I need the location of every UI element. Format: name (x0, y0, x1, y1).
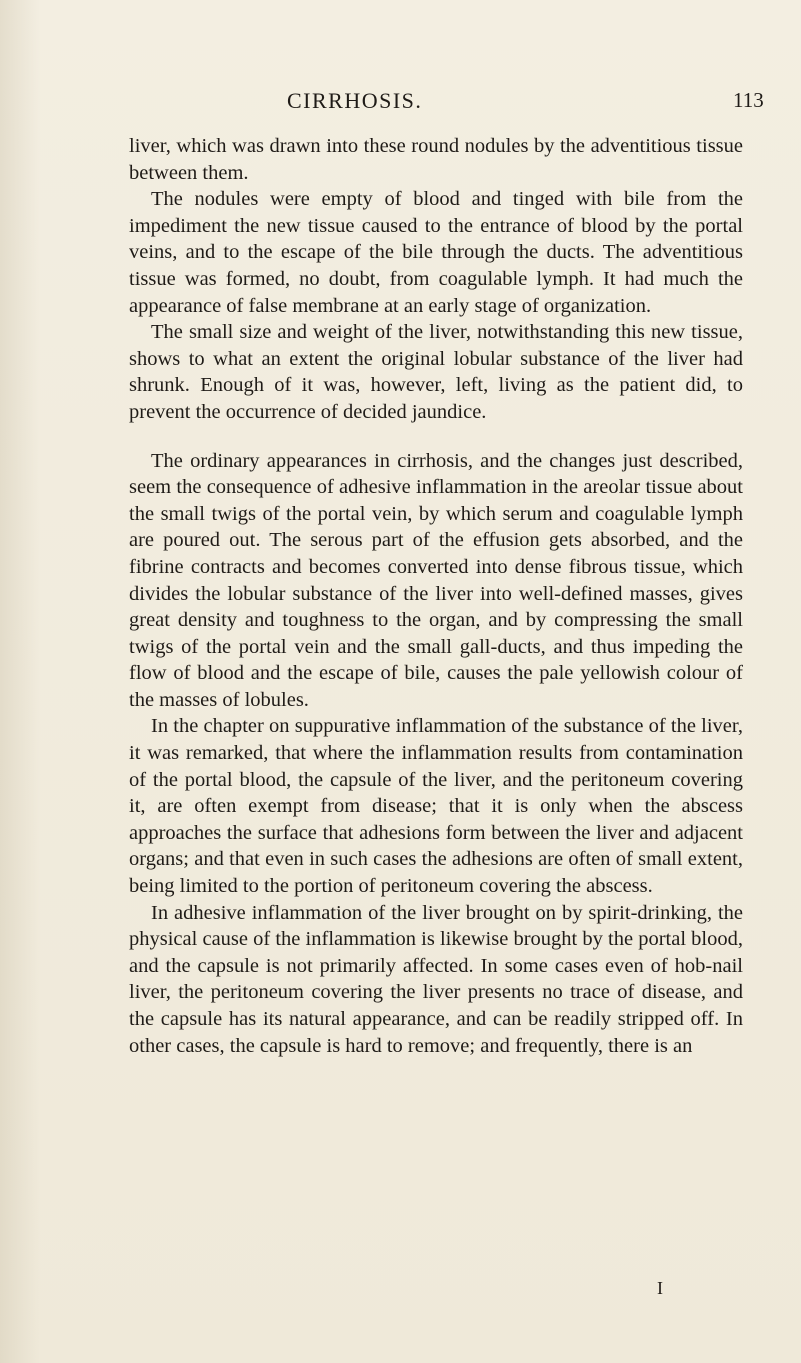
paragraph-5: In the chapter on suppurative inflammation of the substance of the liver, it was remarked, that where the inflammation results from contamination of the portal blood, the capsule of the liver, and the peritoneum covering it, are often exempt from disease; that it is only when the abscess approaches the surface that adhesions form between the liver and adjacent organs; and that even in such cases the adhesions are often of small extent, being limited to the portion of peritoneum covering the abscess. (129, 715, 743, 898)
running-head (0, 88, 801, 118)
paragraph-1: liver, which was drawn into these round nodules by the adventitious tissue between them. (129, 135, 743, 184)
paragraph-6: In adhesive inflammation of the liver brought on by spirit-drinking, the physical cause of the inflammation is likewise brought by the portal blood, and the capsule is not primarily affected. In some cases even of hob-nail liver, the peritoneum covering the liver presents no trace of disease, and the capsule has its natural appearance, and can be readily stripped off. In other cases, the capsule is hard to remove; and frequently, there is an (129, 901, 743, 1057)
paragraph-2: The nodules were empty of blood and tinged with bile from the impediment the new tissue caused to the entrance of blood by the portal veins, and to the escape of the bile through the ducts. The adventitious tissue was formed, no doubt, from coagulable lymph. It had much the appearance of false membrane at an early stage of organization. (129, 188, 743, 317)
paragraph-4: The ordinary appearances in cirrhosis, and the changes just described, seem the consequence of adhesive inflammation in the areolar tissue about the small twigs of the portal vein, by which serum and coagulable lymph are poured out. The serous part of the effusion gets absorbed, and the fibrine contracts and becomes converted into dense fibrous tissue, which divides the lobular substance of the liver into well-defined masses, gives great density and toughness to the organ, and by compressing the small twigs of the portal vein and the small gall-ducts, and thus impeding the flow of blood and the escape of bile, causes the pale yellowish colour of the masses of lobules. (129, 449, 743, 711)
body-text (129, 133, 743, 1059)
page-number: 113 (733, 88, 764, 112)
signature-mark: I (657, 1278, 663, 1298)
running-title: CIRRHOSIS. (287, 88, 423, 113)
paragraph-3: The small size and weight of the liver, notwithstanding this new tissue, shows to what an extent the original lobular substance of the liver had shrunk. Enough of it was, however, left, living as the patient did, to prevent the occurrence of decided jaundice. (129, 321, 743, 423)
